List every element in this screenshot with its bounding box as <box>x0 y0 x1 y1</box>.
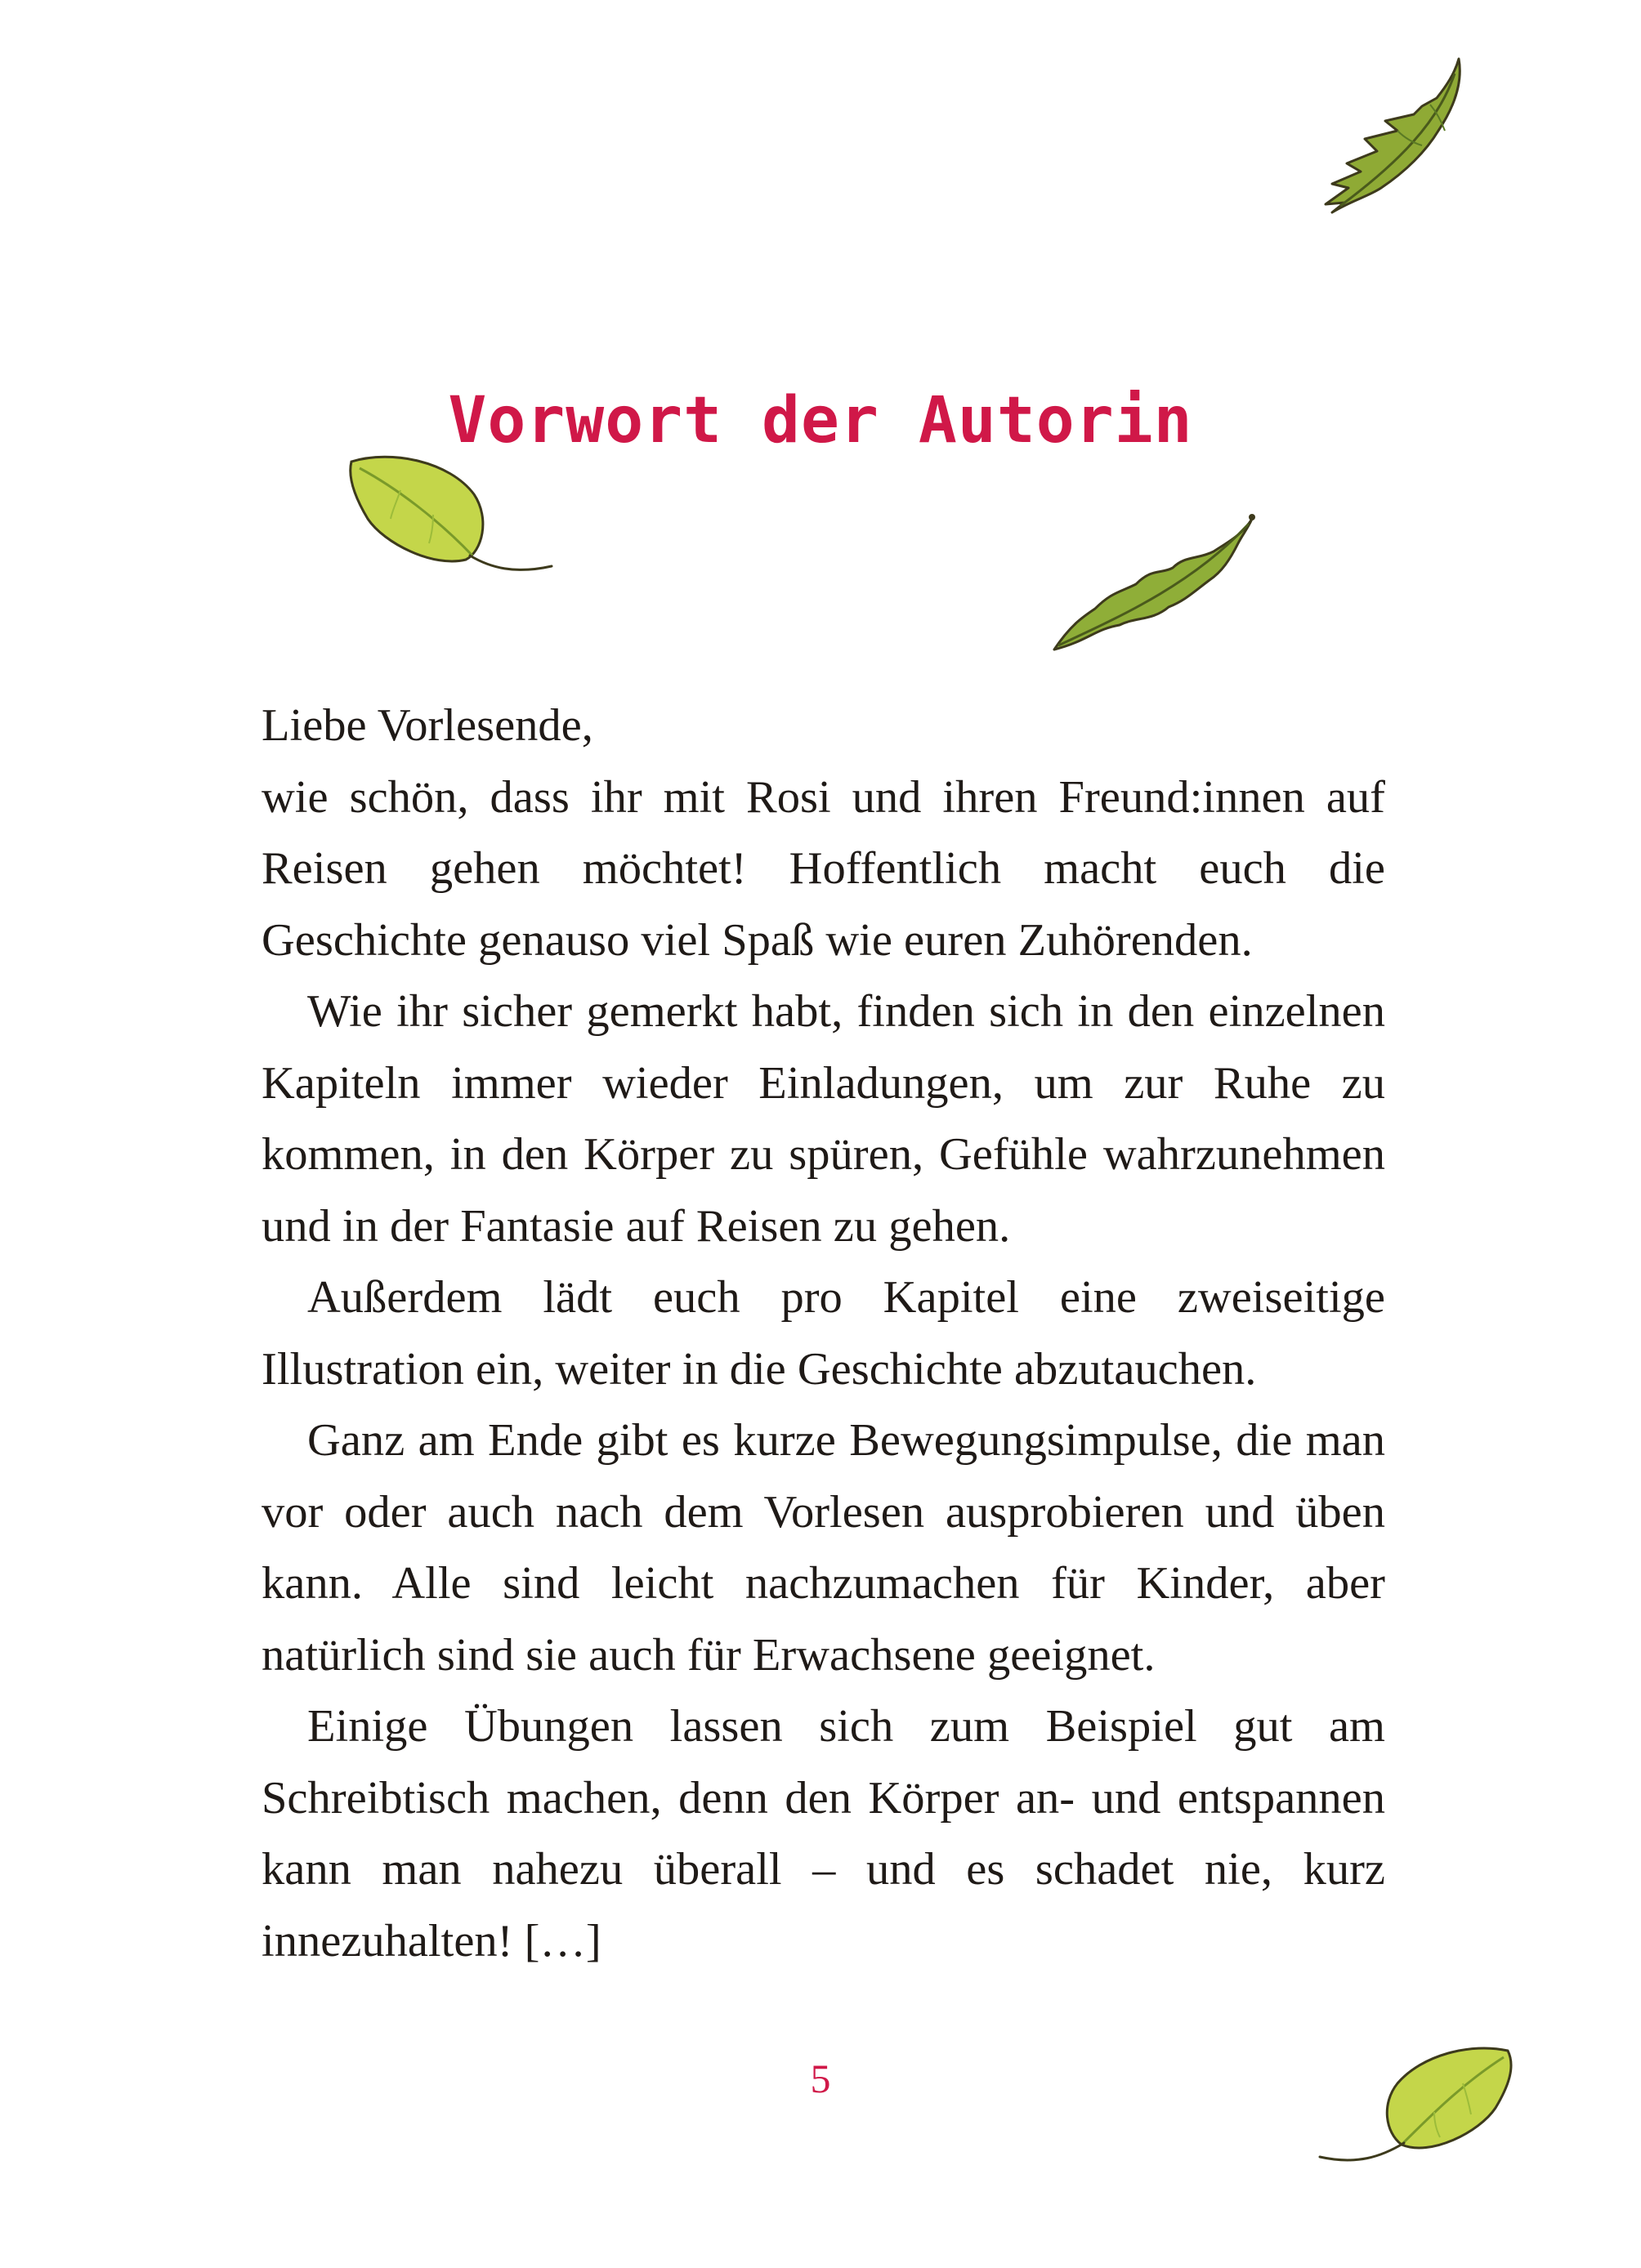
body-text <box>262 690 1385 1977</box>
paragraph: Wie ihr sicher gemerkt habt, finden sich in den einzelnen Kapiteln immer wieder Einladungen, um zur Ruhe zu kommen, in den Körper zu spüren, Gefühle wahrzunehmen und in der Fantasie auf Reisen zu gehen. <box>262 986 1385 1252</box>
leaf-icon <box>1038 502 1283 666</box>
paragraph: Ganz am Ende gibt es kurze Bewegungsimpulse, die man vor oder auch nach dem Vorlesen ausprobieren und üben kann. Alle sind leicht nachzumachen für Kinder, aber natürlich sind sie auch für Erwachsene geeignet. <box>262 1415 1385 1681</box>
page-number: 5 <box>810 2056 831 2101</box>
leaf-icon <box>1299 49 1496 237</box>
leaf-icon <box>1308 2034 1528 2190</box>
paragraph: Außerdem lädt euch pro Kapitel eine zweiseitige Illustration ein, weiter in die Geschichte abzutauchen. <box>262 1272 1385 1395</box>
leaf-icon <box>335 445 564 592</box>
paragraph: wie schön, dass ihr mit Rosi und ihren Freund:innen auf Reisen gehen möchtet! Hoffentlich macht euch die Geschichte genauso viel Spaß wie euren Zuhörenden. <box>262 771 1385 966</box>
page-title: Vorwort der Autorin <box>448 384 1193 458</box>
paragraph: Einige Übungen lassen sich zum Beispiel gut am Schreibtisch machen, denn den Körper an- und entspannen kann man nahezu überall – und es schadet nie, kurz innezuhalten! […] <box>262 1701 1385 1967</box>
greeting: Liebe Vorlesende, <box>262 700 593 751</box>
